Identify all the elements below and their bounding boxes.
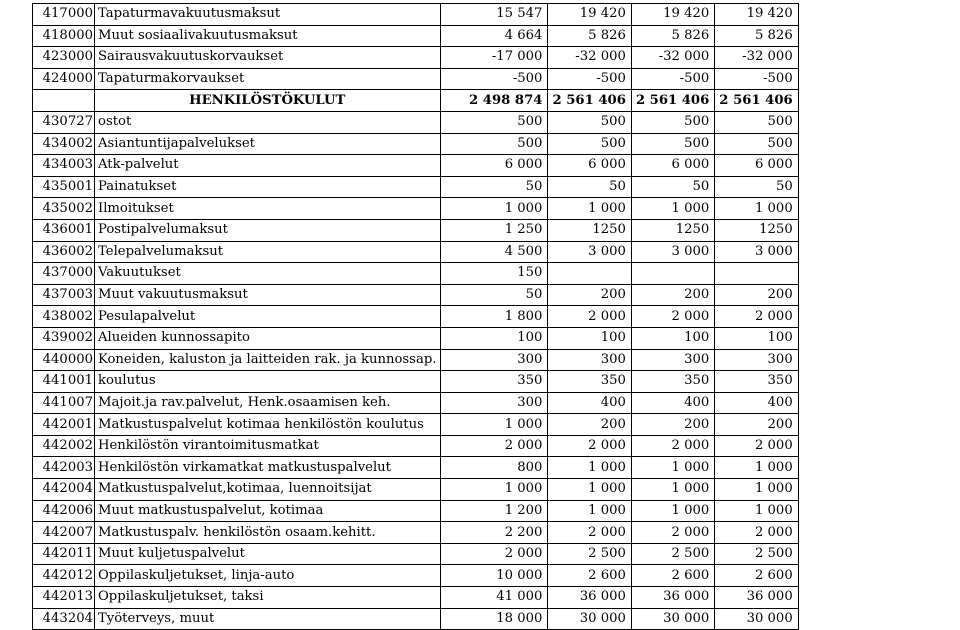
value-cell-3: 36 000 <box>631 587 714 609</box>
account-code-cell: 442012 <box>33 565 95 587</box>
value-cell-4: 350 <box>715 371 798 393</box>
value-cell-3: -32 000 <box>631 47 714 69</box>
value-cell-4: 1250 <box>715 219 798 241</box>
value-cell-1: 500 <box>441 111 548 133</box>
account-code-cell: 434002 <box>33 133 95 155</box>
value-cell-1: -17 000 <box>441 47 548 69</box>
table-row <box>33 198 799 220</box>
value-cell-3: 200 <box>631 414 714 436</box>
value-cell-3: 1 000 <box>631 457 714 479</box>
value-cell-2: 1 000 <box>548 500 631 522</box>
account-code-cell: 418000 <box>33 25 95 47</box>
value-cell-2 <box>548 263 631 285</box>
value-cell-1: 41 000 <box>441 587 548 609</box>
table-row <box>33 25 799 47</box>
value-cell-3: 5 826 <box>631 25 714 47</box>
value-cell-2: -32 000 <box>548 47 631 69</box>
account-code-cell <box>33 90 95 112</box>
table-row <box>33 543 799 565</box>
account-code-cell: 439002 <box>33 327 95 349</box>
account-name-cell: Ilmoitukset <box>95 198 441 220</box>
account-code-cell: 436002 <box>33 241 95 263</box>
table-row <box>33 414 799 436</box>
value-cell-2: 500 <box>548 111 631 133</box>
account-name-cell: Oppilaskuljetukset, linja-auto <box>95 565 441 587</box>
value-cell-1: 2 498 874 <box>441 90 548 112</box>
value-cell-4: 200 <box>715 284 798 306</box>
value-cell-1: 300 <box>441 392 548 414</box>
account-name-cell: Oppilaskuljetukset, taksi <box>95 587 441 609</box>
account-name-cell: Vakuutukset <box>95 263 441 285</box>
value-cell-1: 1 200 <box>441 500 548 522</box>
value-cell-2: 2 000 <box>548 522 631 544</box>
value-cell-4: 36 000 <box>715 587 798 609</box>
value-cell-1: 1 800 <box>441 306 548 328</box>
value-cell-2: 2 000 <box>548 435 631 457</box>
value-cell-1: 4 500 <box>441 241 548 263</box>
account-name-cell: Alueiden kunnossapito <box>95 327 441 349</box>
value-cell-4: 500 <box>715 133 798 155</box>
value-cell-3: 500 <box>631 111 714 133</box>
value-cell-1: 800 <box>441 457 548 479</box>
table-row <box>33 47 799 69</box>
value-cell-1: 1 000 <box>441 479 548 501</box>
value-cell-1: 2 200 <box>441 522 548 544</box>
value-cell-4: 30 000 <box>715 608 798 630</box>
account-code-cell: 442001 <box>33 414 95 436</box>
table-row <box>33 263 799 285</box>
value-cell-2: 2 500 <box>548 543 631 565</box>
value-cell-4: -500 <box>715 68 798 90</box>
value-cell-4: 50 <box>715 176 798 198</box>
value-cell-1: 18 000 <box>441 608 548 630</box>
value-cell-4: 2 000 <box>715 522 798 544</box>
value-cell-4: 2 000 <box>715 435 798 457</box>
account-name-cell: Matkustuspalvelut kotimaa henkilöstön koulutus <box>95 414 441 436</box>
account-name-cell: Postipalvelumaksut <box>95 219 441 241</box>
account-code-cell: 430727 <box>33 111 95 133</box>
value-cell-1: 50 <box>441 176 548 198</box>
value-cell-3: 1 000 <box>631 198 714 220</box>
value-cell-1: 1 000 <box>441 198 548 220</box>
account-code-cell: 417000 <box>33 4 95 26</box>
account-code-cell: 441007 <box>33 392 95 414</box>
value-cell-1: -500 <box>441 68 548 90</box>
value-cell-3: 50 <box>631 176 714 198</box>
value-cell-2: 1 000 <box>548 479 631 501</box>
value-cell-3: 2 561 406 <box>631 90 714 112</box>
value-cell-4: 2 500 <box>715 543 798 565</box>
account-code-cell: 442006 <box>33 500 95 522</box>
account-name-cell: Matkustuspalv. henkilöstön osaam.kehitt. <box>95 522 441 544</box>
value-cell-1: 2 000 <box>441 435 548 457</box>
account-name-cell: Henkilöstön virkamatkat matkustuspalvelut <box>95 457 441 479</box>
value-cell-1: 300 <box>441 349 548 371</box>
value-cell-1: 4 664 <box>441 25 548 47</box>
table-row <box>33 219 799 241</box>
account-code-cell: 434003 <box>33 155 95 177</box>
value-cell-4: 500 <box>715 111 798 133</box>
account-name-cell: Majoit.ja rav.palvelut, Henk.osaamisen keh. <box>95 392 441 414</box>
value-cell-2: 1250 <box>548 219 631 241</box>
account-code-cell: 423000 <box>33 47 95 69</box>
value-cell-1: 100 <box>441 327 548 349</box>
account-name-cell: Muut sosiaalivakuutusmaksut <box>95 25 441 47</box>
account-code-cell: 424000 <box>33 68 95 90</box>
value-cell-1: 350 <box>441 371 548 393</box>
table-row <box>33 435 799 457</box>
value-cell-2: 1 000 <box>548 198 631 220</box>
total-row <box>33 90 799 112</box>
table-row <box>33 284 799 306</box>
value-cell-2: 200 <box>548 284 631 306</box>
value-cell-4: 1 000 <box>715 500 798 522</box>
value-cell-4: 2 000 <box>715 306 798 328</box>
account-name-cell: Tapaturmakorvaukset <box>95 68 441 90</box>
account-name-cell: Koneiden, kaluston ja laitteiden rak. ja kunnossap. <box>95 349 441 371</box>
value-cell-4: 1 000 <box>715 198 798 220</box>
value-cell-2: 36 000 <box>548 587 631 609</box>
value-cell-4: 2 600 <box>715 565 798 587</box>
value-cell-4: 19 420 <box>715 4 798 26</box>
account-name-cell: Telepalvelumaksut <box>95 241 441 263</box>
value-cell-3: 2 500 <box>631 543 714 565</box>
value-cell-3: -500 <box>631 68 714 90</box>
value-cell-4: 2 561 406 <box>715 90 798 112</box>
account-code-cell: 441001 <box>33 371 95 393</box>
account-code-cell: 442004 <box>33 479 95 501</box>
value-cell-4: 200 <box>715 414 798 436</box>
account-name-cell: Muut kuljetuspalvelut <box>95 543 441 565</box>
value-cell-2: 100 <box>548 327 631 349</box>
account-code-cell: 437003 <box>33 284 95 306</box>
budget-table-body <box>33 4 799 630</box>
value-cell-1: 500 <box>441 133 548 155</box>
table-row <box>33 176 799 198</box>
value-cell-3: 350 <box>631 371 714 393</box>
value-cell-3: 6 000 <box>631 155 714 177</box>
table-row <box>33 68 799 90</box>
value-cell-4: 1 000 <box>715 479 798 501</box>
table-row <box>33 111 799 133</box>
account-code-cell: 440000 <box>33 349 95 371</box>
account-name-cell: Muut vakuutusmaksut <box>95 284 441 306</box>
account-name-cell: ostot <box>95 111 441 133</box>
value-cell-2: 19 420 <box>548 4 631 26</box>
account-code-cell: 442013 <box>33 587 95 609</box>
value-cell-3: 1250 <box>631 219 714 241</box>
value-cell-3: 2 600 <box>631 565 714 587</box>
value-cell-4: 100 <box>715 327 798 349</box>
account-name-cell: Atk-palvelut <box>95 155 441 177</box>
value-cell-3: 100 <box>631 327 714 349</box>
value-cell-2: 30 000 <box>548 608 631 630</box>
value-cell-3: 400 <box>631 392 714 414</box>
account-code-cell: 435002 <box>33 198 95 220</box>
value-cell-3: 200 <box>631 284 714 306</box>
table-row <box>33 349 799 371</box>
value-cell-1: 6 000 <box>441 155 548 177</box>
value-cell-3: 2 000 <box>631 306 714 328</box>
table-row <box>33 306 799 328</box>
value-cell-4: 1 000 <box>715 457 798 479</box>
value-cell-4: 300 <box>715 349 798 371</box>
value-cell-3: 300 <box>631 349 714 371</box>
account-name-cell: Pesulapalvelut <box>95 306 441 328</box>
value-cell-1: 50 <box>441 284 548 306</box>
value-cell-3: 2 000 <box>631 522 714 544</box>
account-name-cell: koulutus <box>95 371 441 393</box>
table-row <box>33 587 799 609</box>
table-row <box>33 565 799 587</box>
value-cell-2: 350 <box>548 371 631 393</box>
table-row <box>33 4 799 26</box>
account-name-cell: Matkustuspalvelut,kotimaa, luennoitsijat <box>95 479 441 501</box>
value-cell-2: -500 <box>548 68 631 90</box>
account-code-cell: 435001 <box>33 176 95 198</box>
table-row <box>33 392 799 414</box>
budget-table <box>32 3 799 630</box>
value-cell-4: -32 000 <box>715 47 798 69</box>
value-cell-1: 10 000 <box>441 565 548 587</box>
value-cell-1: 1 000 <box>441 414 548 436</box>
value-cell-2: 400 <box>548 392 631 414</box>
account-code-cell: 443204 <box>33 608 95 630</box>
value-cell-3: 3 000 <box>631 241 714 263</box>
value-cell-2: 6 000 <box>548 155 631 177</box>
table-row <box>33 457 799 479</box>
account-code-cell: 442011 <box>33 543 95 565</box>
table-row <box>33 241 799 263</box>
table-row <box>33 479 799 501</box>
value-cell-2: 3 000 <box>548 241 631 263</box>
value-cell-3: 500 <box>631 133 714 155</box>
value-cell-4: 5 826 <box>715 25 798 47</box>
value-cell-2: 300 <box>548 349 631 371</box>
table-row <box>33 155 799 177</box>
table-row <box>33 327 799 349</box>
table-row <box>33 371 799 393</box>
table-row <box>33 522 799 544</box>
account-name-cell: Tapaturmavakuutusmaksut <box>95 4 441 26</box>
account-name-cell: Asiantuntijapalvelukset <box>95 133 441 155</box>
value-cell-2: 1 000 <box>548 457 631 479</box>
value-cell-2: 2 000 <box>548 306 631 328</box>
account-name-cell: Työterveys, muut <box>95 608 441 630</box>
value-cell-3: 2 000 <box>631 435 714 457</box>
value-cell-2: 50 <box>548 176 631 198</box>
account-name-cell: Muut matkustuspalvelut, kotimaa <box>95 500 441 522</box>
account-code-cell: 442002 <box>33 435 95 457</box>
value-cell-2: 5 826 <box>548 25 631 47</box>
value-cell-4: 6 000 <box>715 155 798 177</box>
value-cell-4: 3 000 <box>715 241 798 263</box>
value-cell-1: 15 547 <box>441 4 548 26</box>
value-cell-3: 1 000 <box>631 500 714 522</box>
value-cell-3 <box>631 263 714 285</box>
account-name-cell: Sairausvakuutuskorvaukset <box>95 47 441 69</box>
value-cell-2: 2 561 406 <box>548 90 631 112</box>
account-code-cell: 442007 <box>33 522 95 544</box>
table-row <box>33 500 799 522</box>
value-cell-1: 1 250 <box>441 219 548 241</box>
value-cell-1: 2 000 <box>441 543 548 565</box>
account-code-cell: 437000 <box>33 263 95 285</box>
account-code-cell: 436001 <box>33 219 95 241</box>
table-row <box>33 608 799 630</box>
account-name-cell: Henkilöstön virantoimitusmatkat <box>95 435 441 457</box>
value-cell-2: 200 <box>548 414 631 436</box>
account-code-cell: 438002 <box>33 306 95 328</box>
value-cell-4: 400 <box>715 392 798 414</box>
value-cell-4 <box>715 263 798 285</box>
value-cell-1: 150 <box>441 263 548 285</box>
value-cell-2: 2 600 <box>548 565 631 587</box>
value-cell-2: 500 <box>548 133 631 155</box>
account-name-cell: HENKILÖSTÖKULUT <box>95 90 441 112</box>
table-row <box>33 133 799 155</box>
account-name-cell: Painatukset <box>95 176 441 198</box>
account-code-cell: 442003 <box>33 457 95 479</box>
value-cell-3: 19 420 <box>631 4 714 26</box>
value-cell-3: 30 000 <box>631 608 714 630</box>
value-cell-3: 1 000 <box>631 479 714 501</box>
